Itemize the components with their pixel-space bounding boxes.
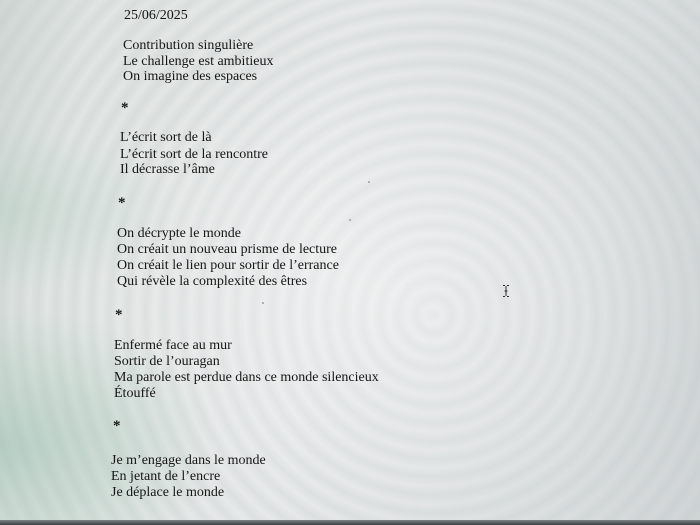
stanza-4-line-1: Enfermé face au mur: [114, 338, 232, 353]
stanza-1-line-3: On imagine des espaces: [123, 69, 258, 84]
screen-speck: [262, 302, 264, 304]
stanza-3-line-3: On créait le lien pour sortir de l’errance: [117, 258, 339, 273]
screen-speck: [349, 219, 351, 221]
document-date: 25/06/2025: [124, 8, 188, 23]
text-cursor-icon: [502, 284, 510, 296]
stanza-5-line-2: En jetant de l’encre: [111, 469, 221, 484]
stanza-2-line-1: L’écrit sort de là: [120, 130, 212, 145]
stanza-2-line-3: Il décrasse l’âme: [120, 162, 215, 177]
stanza-4-line-4: Étouffé: [114, 386, 156, 401]
separator-asterisk: *: [121, 100, 129, 116]
stanza-1-line-2: Le challenge est ambitieux: [123, 54, 274, 69]
stanza-1-line-1: Contribution singulière: [123, 38, 254, 53]
stanza-3-line-1: On décrypte le monde: [117, 226, 242, 241]
separator-asterisk: *: [113, 418, 121, 434]
screen-speck: [368, 181, 370, 183]
separator-asterisk: *: [115, 307, 123, 323]
screen-bezel: [0, 520, 700, 525]
stanza-3-line-2: On créait un nouveau prisme de lecture: [117, 242, 338, 257]
stanza-4-line-3: Ma parole est perdue dans ce monde silencieux: [114, 370, 379, 385]
stanza-5-line-1: Je m’engage dans le monde: [111, 453, 266, 468]
stanza-3-line-4: Qui révèle la complexité des êtres: [117, 274, 308, 289]
separator-asterisk: *: [118, 195, 126, 211]
stanza-4-line-2: Sortir de l’ouragan: [114, 354, 220, 369]
stanza-2-line-2: L’écrit sort de la rencontre: [120, 147, 268, 162]
stanza-5-line-3: Je déplace le monde: [111, 485, 225, 500]
